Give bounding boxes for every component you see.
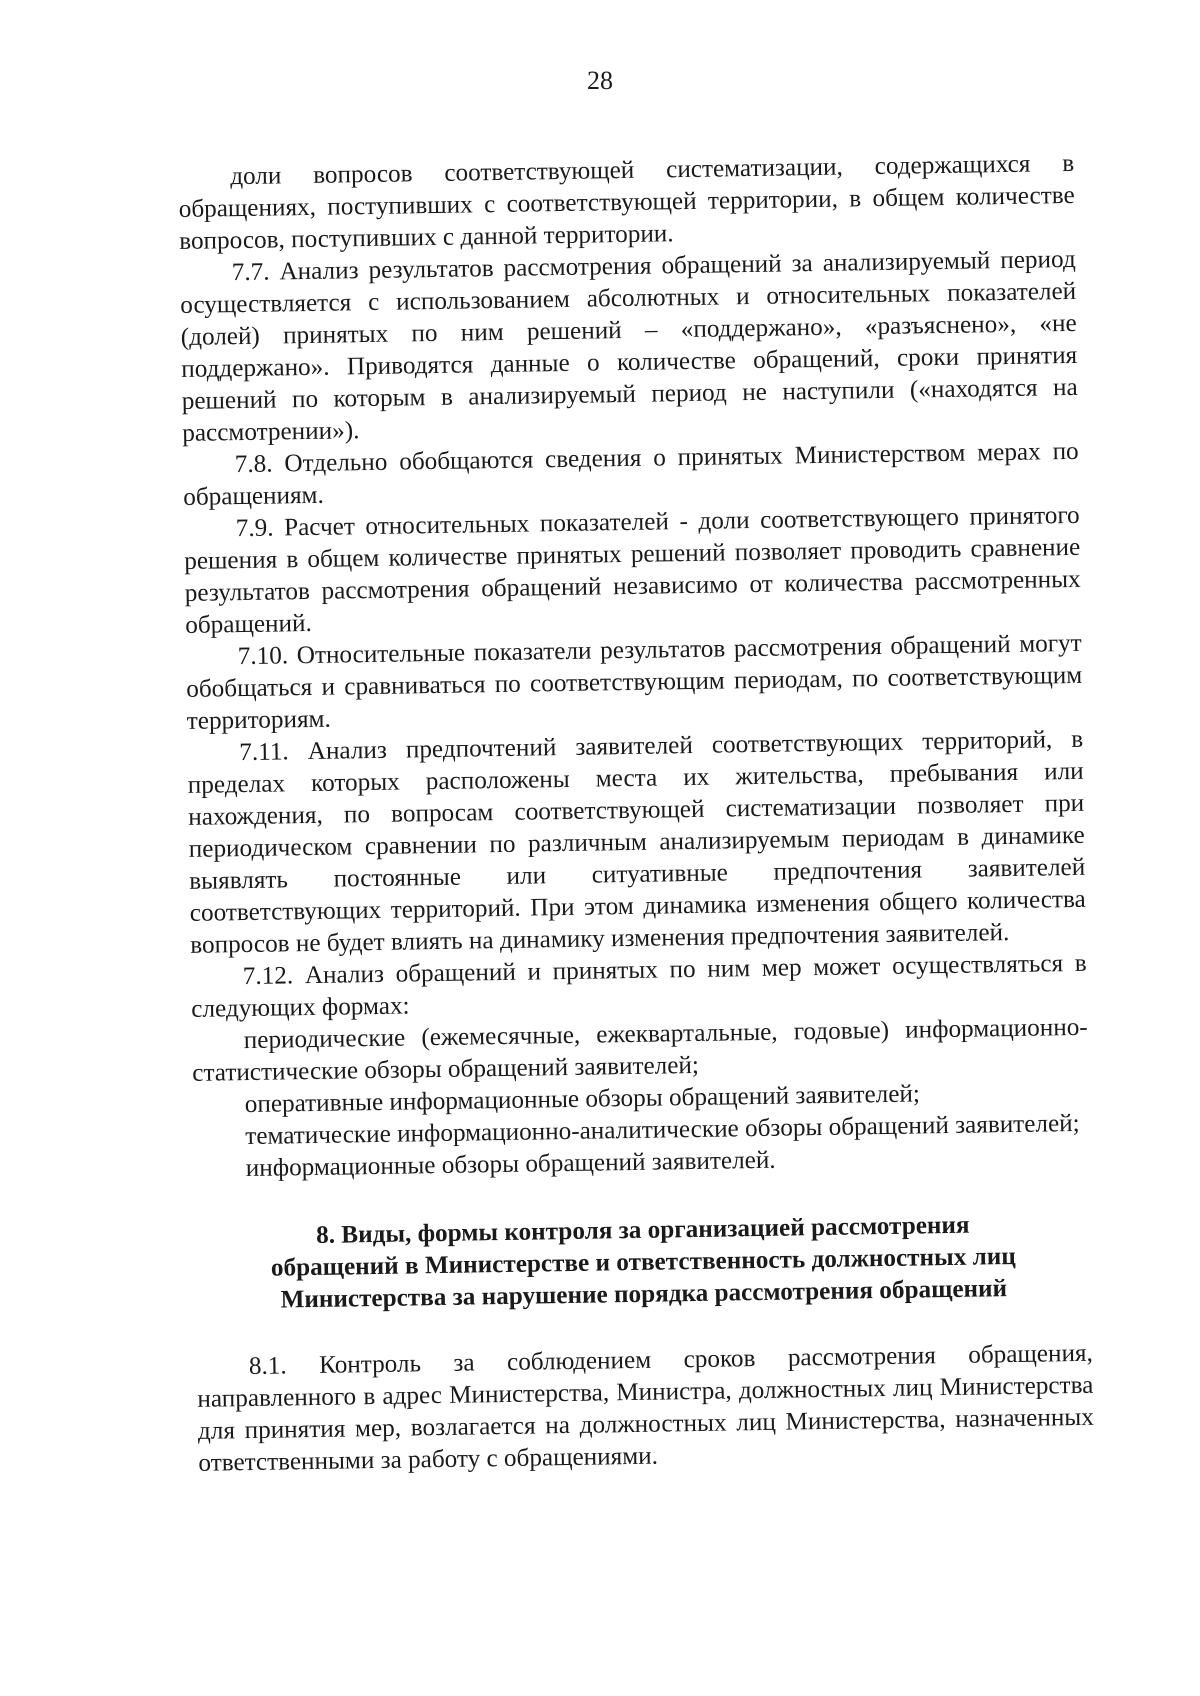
paragraph-7-10: 7.10. Относительные показатели результатов рассмотрения обращений могут обобщаться и сравниваться по соответствующим периодам, по соответствующим территориям. [186,629,1083,735]
page-number: 28 [587,66,613,95]
list-item-periodic-reviews: периодические (ежемесячные, ежеквартальные, годовые) информационно-статистические обзоры обращений заявителей; [192,1013,1088,1087]
list-item-thematic-reviews: тематические информационно-аналитические обзоры обращений заявителей; [245,1109,1080,1151]
section-8-heading-line-1: 8. Виды, формы контроля за организацией рассмотрения [315,1211,970,1249]
paragraph-7-7: 7.7. Анализ результатов рассмотрения обращений за анализируемый период осуществляется с использованием абсолютных и относительных показателей (долей) принятых по ним решений – «поддержано», «разъяснено», «не поддержано». Приводятся данные о количестве обращений, сроки принятия решений по которым в анализируемый период не наступили («находятся на рассмотрении»). [180,245,1078,447]
paragraph-8-1: 8.1. Контроль за соблюдением сроков рассмотрения обращения, направленного в адрес Министерства, Министра, должностных лиц Министерства для принятия мер, возлагается на должностных лиц Министерства, назначенных ответственными за работу с обращениями. [197,1339,1095,1477]
paragraph-7-8: 7.8. Отдельно обобщаются сведения о принятых Министерством мерах по обращениям. [183,437,1079,511]
paragraph-7-9: 7.9. Расчет относительных показателей - доли соответствующего принятого решения в общем количестве принятых решений позволяет проводить сравнение результатов рассмотрения обращений независимо от количества рассмотренных обращений. [184,501,1081,639]
section-8-heading [195,1208,1092,1318]
list-item-operative-reviews: оперативные информационные обзоры обращений заявителей; [244,1080,921,1119]
paragraph-7-11: 7.11. Анализ предпочтений заявителей соответствующих территорий, в пределах которых расположены места их жительства, пребывания или нахождения, по вопросам соответствующей систематизации позволяет при периодическом сравнении по различным анализируемым периодам в динамике выявлять постоянные или ситуативные предпочтения заявителей соответствующих территорий. При этом динамика изменения общего количества вопросов не будет влиять на динамику изменения предпочтения заявителей. [187,725,1086,959]
document-body [178,148,1095,1480]
paragraph-continuation: доли вопросов соответствующей систематизации, содержащихся в обращениях, поступивших с соответствующей территории, в общем количестве вопросов, поступивших с данной территории. [178,149,1075,255]
section-8-heading-line-3: Министерства за нарушение порядка рассмотрения обращений [280,1275,1008,1314]
paragraph-7-12: 7.12. Анализ обращений и принятых по ним мер может осуществляться в следующих формах: [191,949,1087,1023]
list-item-informational-reviews: информационные обзоры обращений заявителей. [245,1146,776,1183]
section-8-heading-line-2: обращений в Министерстве и ответственность должностных лиц [270,1242,1016,1282]
